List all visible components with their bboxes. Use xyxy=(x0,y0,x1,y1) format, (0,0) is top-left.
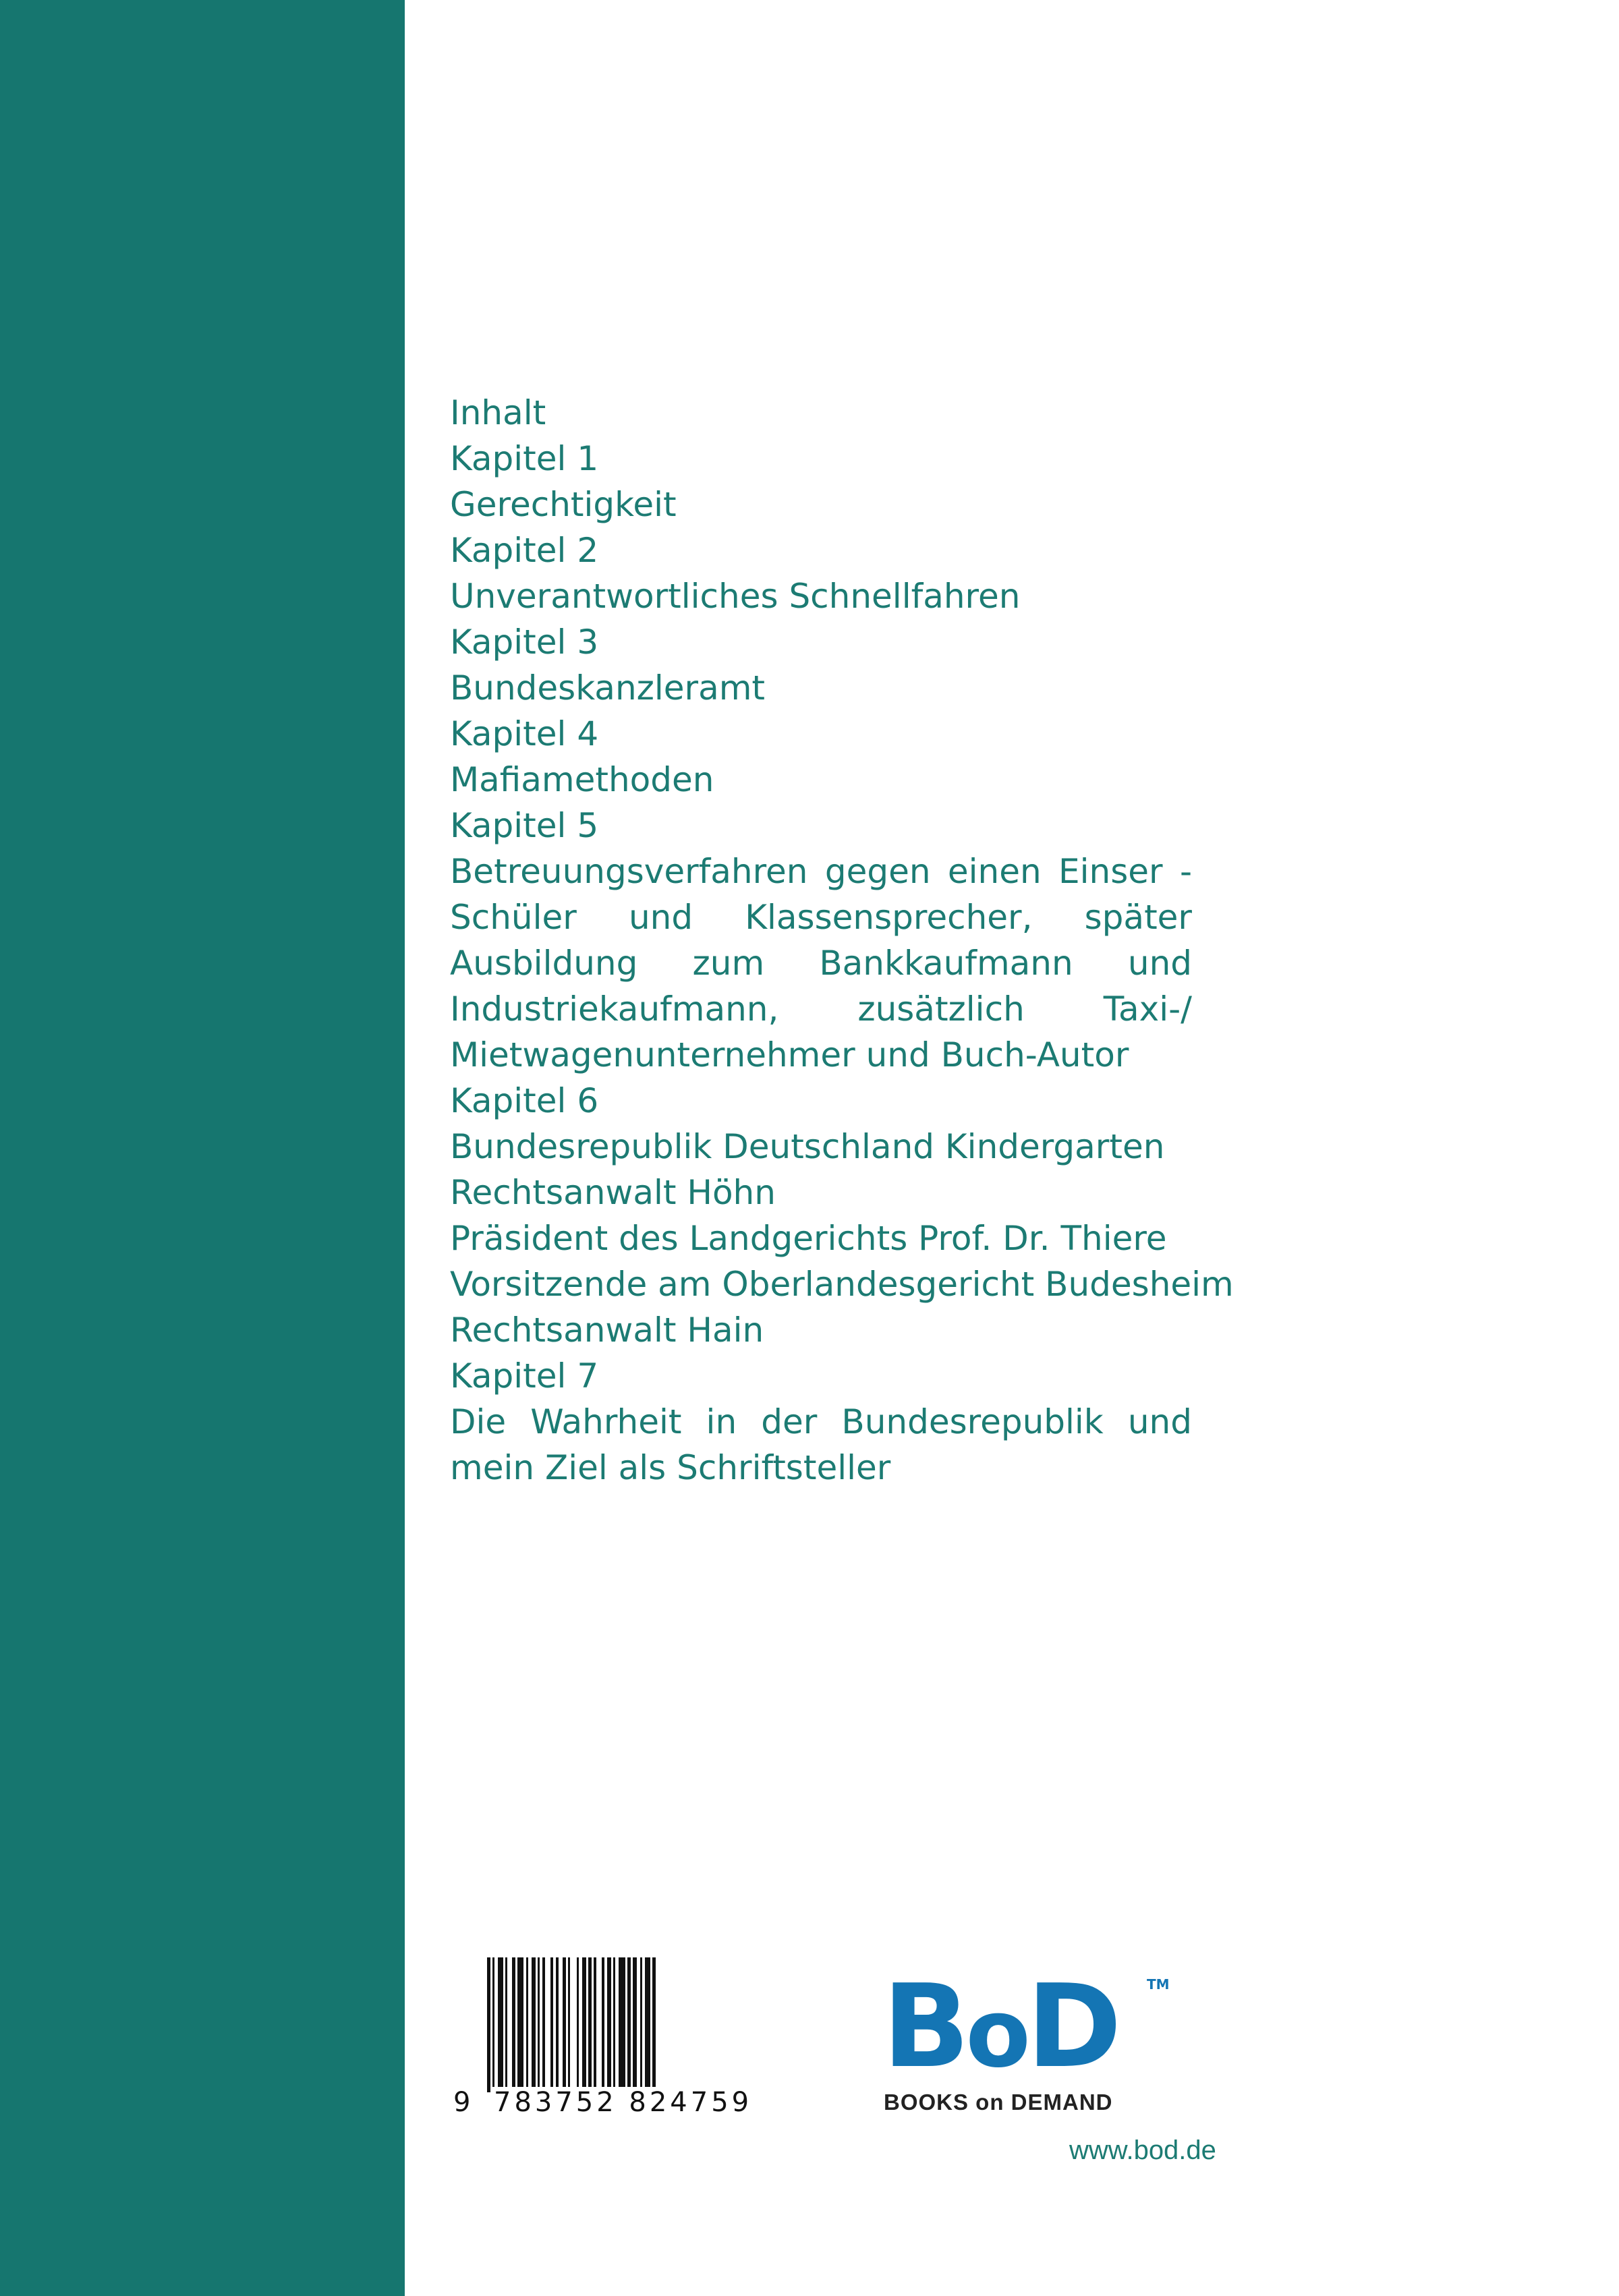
barcode-bar xyxy=(588,1957,592,2092)
barcode-bar xyxy=(498,1957,503,2092)
barcode-bar xyxy=(568,1957,570,2092)
toc-line: Bundesrepublik Deutschland Kindergarten xyxy=(450,1127,1165,1166)
isbn-number xyxy=(451,2087,800,2117)
barcode-bar xyxy=(613,1957,615,2092)
isbn-barcode xyxy=(451,1957,800,2118)
toc-line: Vorsitzende am Oberlandesgericht Budesheim xyxy=(450,1265,1234,1304)
barcode-bar xyxy=(517,1957,524,2092)
table-of-contents xyxy=(450,390,1234,1491)
logo-letter-o: o xyxy=(965,1979,1027,2089)
barcode-bar xyxy=(550,1957,552,2092)
isbn-digits: 783752 824759 xyxy=(491,2087,755,2118)
barcode-bar xyxy=(538,1957,540,2092)
barcode-bar xyxy=(602,1957,605,2092)
barcode-bar xyxy=(627,1957,631,2092)
barcode-bar xyxy=(582,1957,586,2092)
bod-logo xyxy=(882,1960,1170,2125)
toc-heading: Inhalt xyxy=(450,393,546,432)
logo-letter-b: B xyxy=(882,1960,966,2094)
barcode-bar xyxy=(645,1957,650,2092)
barcode-bar xyxy=(652,1957,656,2092)
barcode-bar xyxy=(607,1957,611,2092)
barcode-bar xyxy=(619,1957,625,2092)
toc-line: Rechtsanwalt Hain xyxy=(450,1311,764,1350)
toc-line: Mafiamethoden xyxy=(450,760,714,799)
toc-line: Kapitel 4 xyxy=(450,714,599,753)
barcode-bar xyxy=(526,1957,528,2092)
barcode-bar xyxy=(594,1957,596,2092)
logo-letter-d: D xyxy=(1026,1960,1118,2094)
toc-line: Kapitel 1 xyxy=(450,439,599,478)
chapter-5-title: Betreuungsverfahren gegen einen Einser - Schüler und Klassensprecher, später Ausbildung zum Bankkaufmann und Industriekaufmann, zusätzlich Taxi-/ Mietwagenunternehmer und Buch-Autor xyxy=(450,852,1192,1074)
chapter-7-title: Die Wahrheit in der Bundesrepublik und mein Ziel als Schriftsteller xyxy=(450,1402,1192,1487)
toc-line: Kapitel 6 xyxy=(450,1081,599,1120)
bod-logo-mark xyxy=(882,1960,1118,2094)
toc-line: Kapitel 3 xyxy=(450,623,599,662)
toc-line: Kapitel 2 xyxy=(450,531,599,570)
toc-line: Präsident des Landgerichts Prof. Dr. Thiere xyxy=(450,1219,1167,1258)
barcode-bar xyxy=(556,1957,558,2092)
cover-spine-band xyxy=(0,0,405,2296)
toc-line: Kapitel 5 xyxy=(450,806,599,845)
barcode-bar xyxy=(542,1957,546,2092)
toc-line: Bundeskanzleramt xyxy=(450,668,766,708)
toc-line: Gerechtigkeit xyxy=(450,485,677,524)
barcode-bar xyxy=(563,1957,566,2092)
barcode-bar xyxy=(512,1957,515,2092)
toc-line: Unverantwortliches Schnellfahren xyxy=(450,577,1021,616)
barcode-bar xyxy=(505,1957,507,2092)
barcode-bar xyxy=(640,1957,642,2092)
toc-lines-before xyxy=(450,436,1192,849)
toc-line: Kapitel 7 xyxy=(450,1356,599,1396)
trademark-symbol: TM xyxy=(1147,1976,1170,1992)
toc-line: Rechtsanwalt Höhn xyxy=(450,1173,776,1212)
publisher-url: www.bod.de xyxy=(1069,2135,1216,2165)
isbn-first-digit: 9 xyxy=(453,2087,474,2118)
barcode-bar xyxy=(633,1957,637,2092)
barcode-bar xyxy=(487,1957,490,2092)
toc-lines-after xyxy=(450,1078,1234,1399)
publisher-tagline: BOOKS on DEMAND xyxy=(884,2090,1113,2115)
barcode-bar xyxy=(577,1957,579,2092)
barcode-bar xyxy=(492,1957,494,2092)
barcode-bar xyxy=(532,1957,536,2092)
